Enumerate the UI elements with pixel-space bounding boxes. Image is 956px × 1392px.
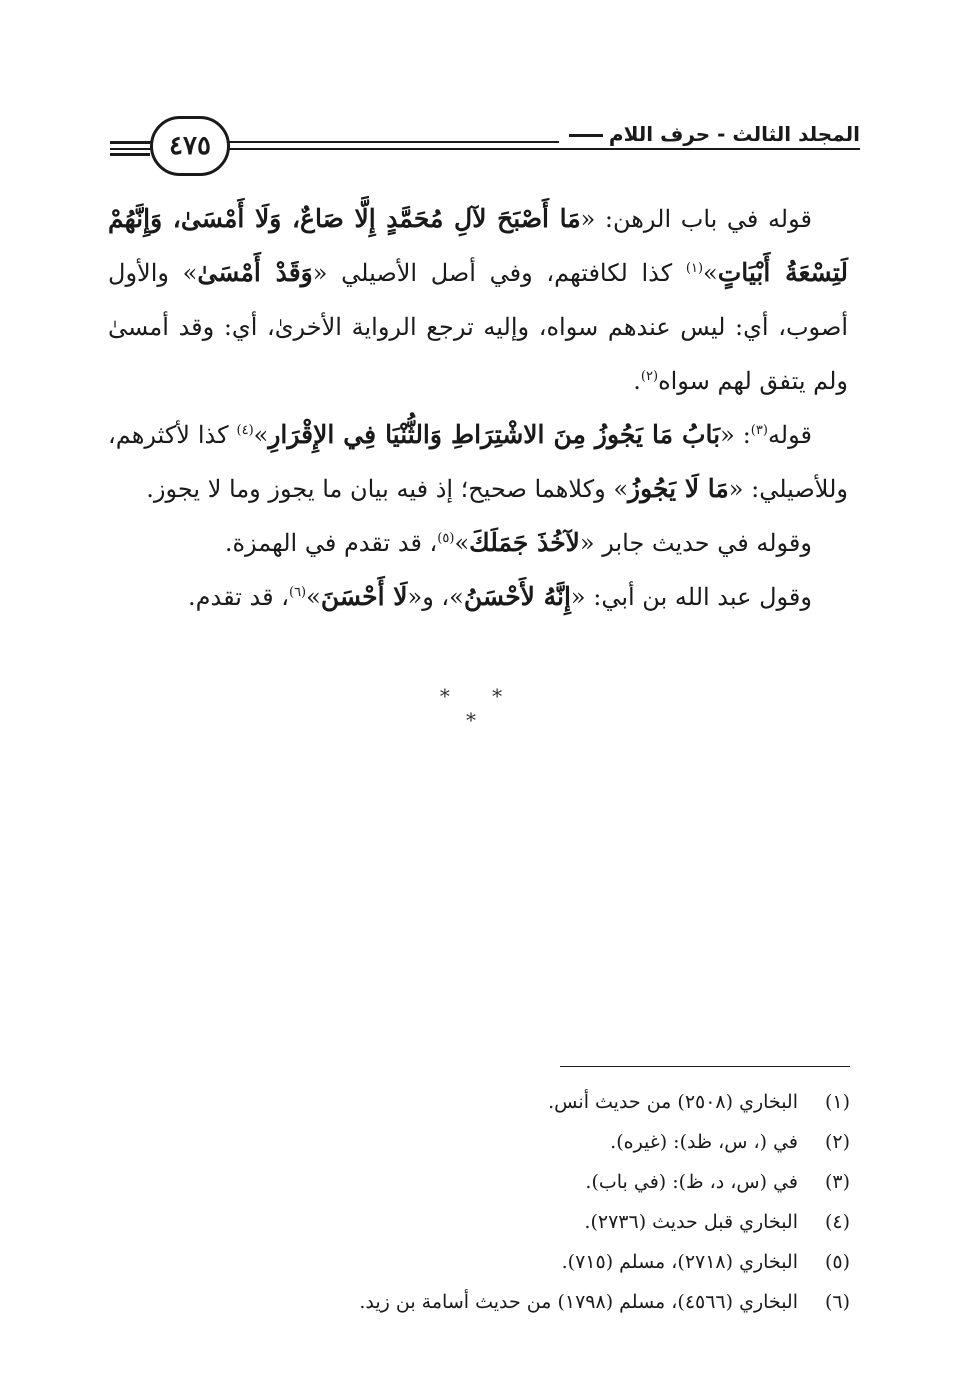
paragraph	[108, 516, 848, 570]
footnotes	[250, 1082, 850, 1322]
hadith-quote: وَقَدْ أَمْسَىٰ	[197, 258, 313, 287]
footnote-number: (٤)	[824, 1211, 850, 1233]
footnote-number: (١)	[824, 1091, 850, 1113]
footnote-divider	[560, 1066, 850, 1067]
text-span: ، قد تقدم.	[188, 583, 289, 611]
page-header	[110, 112, 860, 176]
footnote-text: البخاري قبل حديث (٢٧٣٦).	[584, 1211, 798, 1233]
footnote-number: (٢)	[824, 1131, 850, 1153]
footnote-ref[interactable]: (٦)	[288, 585, 307, 600]
text-span: » وكلاهما صحيح؛ إذ فيه بيان ما يجوز وما لا يجوز.	[146, 475, 629, 503]
hadith-quote: إِنَّهُ لأَحْسَنُ	[463, 582, 571, 611]
text-span: » والأول أصوب، أي: ليس عندهم سواه، وإليه ترجع الرواية الأخرىٰ، أي: وقد أمسىٰ ولم يتفق لهم سواه	[108, 259, 848, 395]
footnote-number: (٦)	[824, 1291, 850, 1313]
text-span: كذا لكافتهم، وفي أصل الأصيلي «	[312, 259, 686, 287]
text-span: »	[306, 583, 321, 611]
text-span: قوله في باب الرهن: «	[580, 205, 812, 233]
hadith-quote: مَا لَا يَجُوزُ	[628, 474, 729, 503]
footnote-ref[interactable]: (٥)	[437, 531, 455, 546]
text-span: »	[253, 421, 269, 449]
footnote-item	[250, 1202, 850, 1242]
paragraph	[108, 192, 848, 408]
footnote-text: في (، س، ظد): (غيره).	[610, 1131, 798, 1153]
text-span: وقول عبد الله بن أبي: «	[570, 583, 812, 611]
footnote-text: البخاري (٤٥٦٦)، مسلم (١٧٩٨) من حديث أسامة بن زيد.	[359, 1291, 798, 1313]
footnote-ref[interactable]: (٣)	[750, 423, 768, 438]
page-number: ٤٧٥	[150, 116, 230, 176]
hadith-quote: مَا أَصْبَحَ لآلِ مُحَمَّدٍ إِلَّا صَاعٌ، وَلَا أَمْسَىٰ، وَإِنَّهُمْ لَتِسْعَةُ أَبْيَاتٍ	[108, 204, 848, 287]
text-span: ، قد تقدم في الهمزة.	[224, 529, 438, 557]
footnote-item	[250, 1082, 850, 1122]
paragraph	[108, 408, 848, 516]
text-span: وقوله في حديث جابر «	[579, 529, 812, 557]
hadith-quote: لآخُذَ جَمَلَكَ	[469, 528, 580, 557]
footnote-text: البخاري (٢٥٠٨) من حديث أنس.	[548, 1091, 798, 1113]
text-span: »، و«	[407, 583, 464, 611]
chapter-quote: بَابُ مَا يَجُوزُ مِنَ الاشْتِرَاطِ وَالثُّنْيَا فِي الإِقْرَارِ	[268, 420, 721, 449]
section-separator: * * *	[439, 684, 521, 732]
text-span: قوله	[767, 421, 812, 449]
hadith-quote: لَا أَحْسَنَ	[320, 582, 408, 611]
footnote-ref[interactable]: (٢)	[640, 369, 659, 384]
text-span: .	[633, 367, 641, 395]
running-title: المجلد الثالث - حرف اللام	[559, 122, 860, 146]
footnote-item	[250, 1242, 850, 1282]
footnote-ref[interactable]: (٤)	[236, 423, 254, 438]
footnote-text: البخاري (٢٧١٨)، مسلم (٧١٥).	[561, 1251, 798, 1273]
footnote-number: (٥)	[824, 1251, 850, 1273]
footnote-item	[250, 1122, 850, 1162]
paragraph	[108, 570, 848, 624]
text-span: »	[703, 259, 718, 287]
text-span: : «	[720, 421, 751, 449]
footnote-item	[250, 1282, 850, 1322]
footnote-number: (٣)	[824, 1171, 850, 1193]
footnote-text: في (س، د، ظ): (في باب).	[585, 1171, 798, 1193]
text-span: كذا لأكثرهم، وللأصيلي: «	[108, 421, 848, 503]
footnote-item	[250, 1162, 850, 1202]
text-span: »	[454, 529, 470, 557]
footnote-ref[interactable]: (١)	[685, 261, 704, 276]
main-text	[108, 192, 848, 624]
